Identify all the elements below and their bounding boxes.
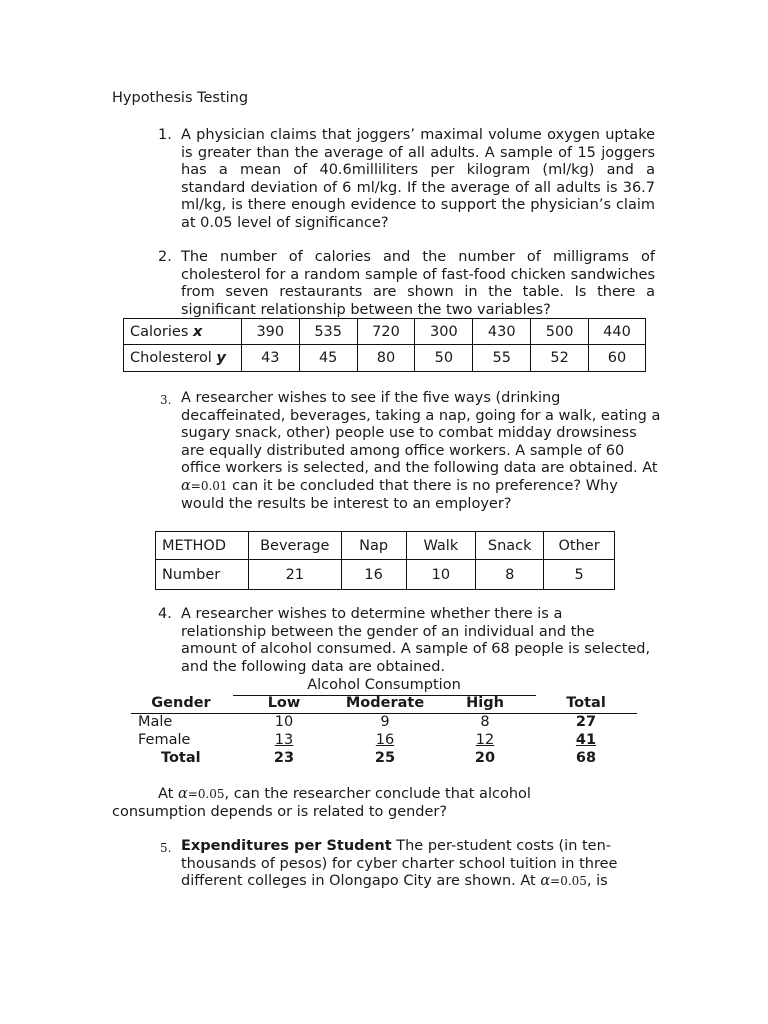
female-label: Female [138,732,191,748]
male-high: 8 [480,714,490,730]
calories-value: 535 [299,319,357,345]
female-moderate: 16 [375,732,395,748]
method-header: Other [544,532,615,560]
method-cell: 5 [544,560,615,590]
cholesterol-value: 52 [531,345,589,372]
q2-number: 2. [158,249,172,265]
q5-heading: Expenditures per Student [181,838,392,854]
method-cell: 10 [406,560,476,590]
method-number-row [156,560,615,590]
q5-text: Expenditures per Student The per-student costs (in ten-thousands of pesos) for cyber charter school tuition in three different colleges in Olongapo City are shown. At α=0.05, is [181,838,618,890]
method-cell: 21 [248,560,341,590]
cholesterol-value: 50 [415,345,473,372]
method-header: Beverage [248,532,341,560]
page-title: Hypothesis Testing [112,90,249,106]
male-low: 10 [274,714,294,730]
totals-total: 68 [575,750,597,766]
calories-row [124,319,646,345]
method-table [155,531,615,590]
female-low: 13 [274,732,294,748]
q4-question-line1: At α=0.05, can the researcher conclude that alcohol [158,786,531,802]
male-total: 27 [575,714,597,730]
method-header: Walk [406,532,476,560]
method-cell: Number [156,560,249,590]
col-high: High [466,695,504,711]
q2-text: The number of calories and the number of milligrams of cholesterol for a random sample of fast-food chicken sandwiches from seven restaurants are shown in the table. Is there a significant relationship between the two variables? [181,249,655,318]
method-header-row [156,532,615,560]
male-label: Male [138,714,173,730]
cholesterol-value: 43 [241,345,299,372]
calories-value: 500 [531,319,589,345]
calories-value: 390 [241,319,299,345]
cholesterol-value: 45 [299,345,357,372]
calories-value: 430 [473,319,531,345]
male-moderate: 9 [380,714,390,730]
cholesterol-label: Cholesterol y [124,345,242,372]
calories-cholesterol-table [123,318,646,372]
totals-label: Total [161,750,201,766]
q4-question-line2: consumption depends or is related to gender? [112,804,448,820]
q5-number: 5. [160,841,172,855]
col-low: Low [267,695,301,711]
alcohol-group-header: Alcohol Consumption [307,677,461,693]
col-moderate: Moderate [345,695,425,711]
col-total: Total [566,695,606,711]
female-high: 12 [475,732,495,748]
col-gender: Gender [151,695,211,711]
q3-text: A researcher wishes to see if the five ways (drinking decaffeinated, beverages, taking a nap, going for a walk, eating a sugary snack, other) people use to combat midday drowsiness are equally distributed among office workers. A sample of 60 office workers is selected, and the following data are obtained. At α=0.01 can it be concluded that there is no preference? Why would the results be interest to an employer? [181,390,661,512]
q1-text: A physician claims that joggers’ maximal volume oxygen uptake is greater than the average of all adults. A sample of 15 joggers has a mean of 40.6milliliters per kilogram (ml/kg) and a standard deviation of 6 ml/kg. If the average of all adults is 36.7 ml/kg, is there enough evidence to support the physician’s claim at 0.05 level of significance? [181,127,655,231]
method-header: Nap [341,532,406,560]
calories-value: 440 [589,319,646,345]
female-total: 41 [575,732,597,748]
totals-high: 20 [474,750,496,766]
calories-label: Calories x [124,319,242,345]
method-cell: 16 [341,560,406,590]
method-header: METHOD [156,532,249,560]
cholesterol-value: 55 [473,345,531,372]
q4-text: A researcher wishes to determine whether there is a relationship between the gender of an individual and the amount of alcohol consumed. A sample of 68 people is selected, and the following data are obtained. [181,606,651,675]
calories-value: 720 [357,319,415,345]
method-header: Snack [476,532,544,560]
cholesterol-value: 80 [357,345,415,372]
totals-low: 23 [273,750,295,766]
cholesterol-value: 60 [589,345,646,372]
calories-value: 300 [415,319,473,345]
q1-number: 1. [158,127,172,143]
method-cell: 8 [476,560,544,590]
q4-number: 4. [158,606,172,622]
totals-moderate: 25 [374,750,396,766]
q3-number: 3. [160,393,172,407]
cholesterol-row [124,345,646,372]
